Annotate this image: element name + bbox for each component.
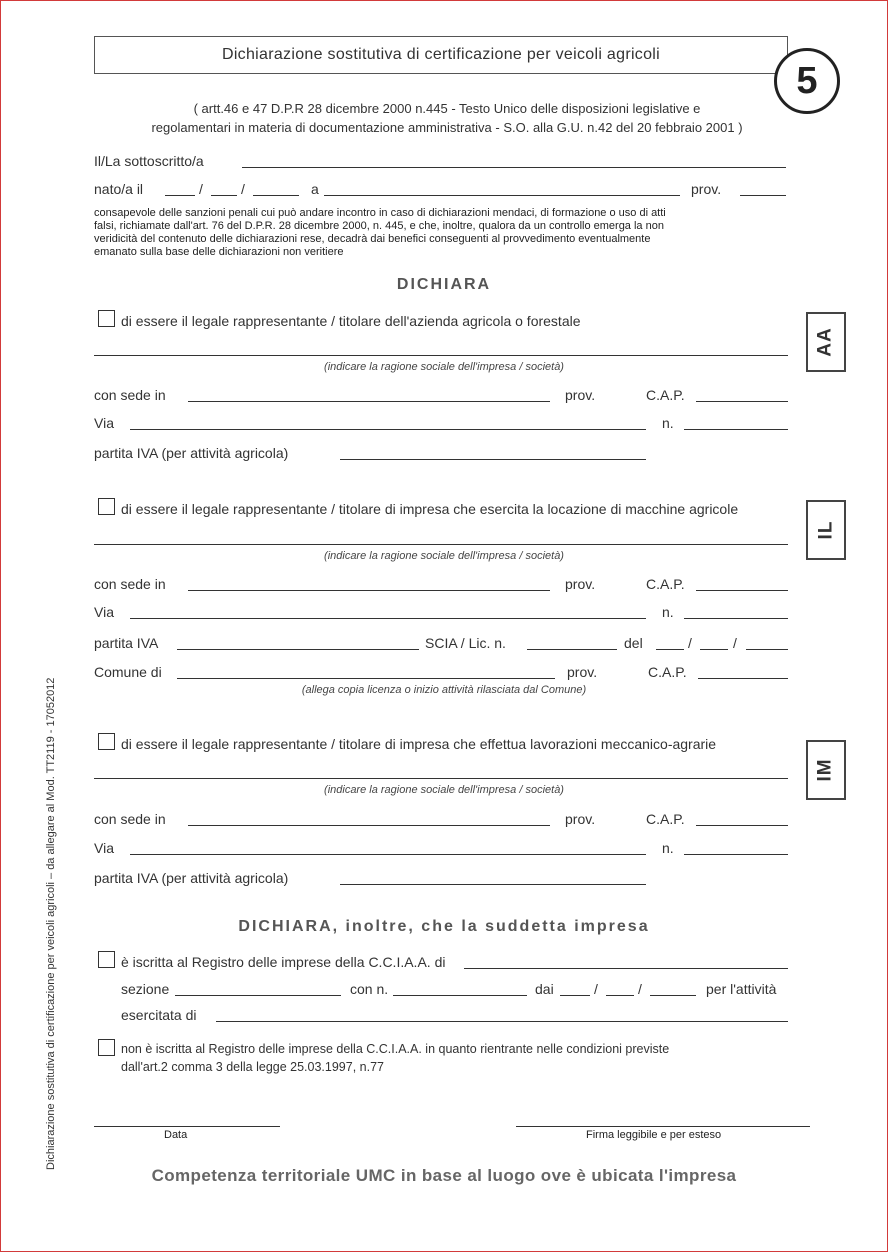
birth-date-label: nato/a il <box>94 181 144 197</box>
side-form-code: Dichiarazione sostitutiva di certificazione per veicoli agricoli – da allegare al Mod. TT2119 - 17052012 <box>45 677 57 1170</box>
il-number-field[interactable] <box>684 618 788 619</box>
il-seat-field[interactable] <box>188 590 550 591</box>
aa-company-name-note: (indicare la ragione sociale dell'impresa / società) <box>324 361 564 373</box>
aa-vat-label: partita IVA (per attività agricola) <box>94 445 289 461</box>
registered-label: è iscritta al Registro delle imprese della C.C.I.A.A. di <box>121 954 446 970</box>
legal-reference-line2: regolamentari in materia di documentazione amministrativa - S.O. alla G.U. n.42 del 20 febbraio 2001 ) <box>151 120 743 135</box>
not-registered-line1: non è iscritta al Registro delle imprese della C.C.I.A.A. in quanto rientrante nelle condizioni previste <box>121 1042 670 1056</box>
date-field[interactable] <box>94 1126 280 1127</box>
il-scia-month-field[interactable] <box>700 649 728 650</box>
il-scia-day-field[interactable] <box>656 649 684 650</box>
im-cap-field[interactable] <box>696 825 788 826</box>
aa-prov-label: prov. <box>565 387 596 403</box>
registry-number-field[interactable] <box>393 995 527 996</box>
date-label: Data <box>164 1129 188 1141</box>
consent-text-line2: falsi, richiamate dall'art. 76 del D.P.R. 28 dicembre 2000, n. 445, e che, inoltre, qualora da un controllo emerga la non <box>94 220 664 232</box>
footer-note: Competenza territoriale UMC in base al luogo ove è ubicata l'impresa <box>151 1166 737 1185</box>
im-number-field[interactable] <box>684 854 788 855</box>
signature-label: Firma leggibile e per esteso <box>586 1129 722 1141</box>
birth-year-field[interactable] <box>253 195 299 196</box>
il-seat-label: con sede in <box>94 576 166 592</box>
registry-year-field[interactable] <box>650 995 696 996</box>
il-street-label: Via <box>94 604 114 620</box>
il-scia-year-field[interactable] <box>746 649 788 650</box>
il-scia-number-field[interactable] <box>527 649 617 650</box>
registry-number-label: con n. <box>350 981 389 997</box>
il-cap-label: C.A.P. <box>646 576 685 592</box>
consent-text-line1: consapevole delle sanzioni penali cui può andare incontro in caso di dichiarazioni mendaci, di formazione o uso di atti <box>94 207 666 219</box>
declares-heading: DICHIARA <box>396 276 492 293</box>
option-aa-label: di essere il legale rappresentante / titolare dell'azienda agricola o forestale <box>121 313 581 329</box>
im-cap-label: C.A.P. <box>646 811 685 827</box>
registry-month-field[interactable] <box>606 995 634 996</box>
il-vat-label: partita IVA <box>94 635 159 651</box>
signer-label: Il/La sottoscritto/a <box>94 153 204 169</box>
registered-checkbox[interactable] <box>98 951 115 968</box>
consent-text-line3: veridicità del contenuto delle dichiarazioni rese, decadrà dai benefici conseguenti al provvedimento eventualmente <box>94 233 651 245</box>
signer-name-field[interactable] <box>242 167 786 168</box>
im-seat-field[interactable] <box>188 825 550 826</box>
registry-day-field[interactable] <box>560 995 590 996</box>
im-company-name-field[interactable] <box>94 778 788 779</box>
registry-section-label: sezione <box>121 981 170 997</box>
aa-number-label: n. <box>662 415 674 431</box>
registry-carried-label: esercitata di <box>121 1007 197 1023</box>
birth-prov-field[interactable] <box>740 195 786 196</box>
il-cap-field[interactable] <box>696 590 788 591</box>
im-company-name-note: (indicare la ragione sociale dell'impresa / società) <box>324 784 564 796</box>
also-declares-heading: DICHIARA, inoltre, che la suddetta impresa <box>238 918 650 935</box>
il-license-note: (allega copia licenza o inizio attività rilasciata dal Comune) <box>301 684 587 696</box>
il-number-label: n. <box>662 604 674 620</box>
aa-number-field[interactable] <box>684 429 788 430</box>
tag-il: IL <box>814 520 836 540</box>
il-company-name-note: (indicare la ragione sociale dell'impresa / società) <box>324 550 564 562</box>
aa-cap-field[interactable] <box>696 401 788 402</box>
tag-im: IM <box>814 758 836 782</box>
il-scia-label: SCIA / Lic. n. <box>425 635 506 651</box>
im-number-label: n. <box>662 840 674 856</box>
aa-street-field[interactable] <box>130 429 646 430</box>
il-company-name-field[interactable] <box>94 544 788 545</box>
registry-date-label: dai <box>535 981 554 997</box>
aa-cap-label: C.A.P. <box>646 387 685 403</box>
il-vat-field[interactable] <box>177 649 419 650</box>
il-municipality-field[interactable] <box>177 678 555 679</box>
option-im-checkbox[interactable] <box>98 733 115 750</box>
birth-place-label: a <box>311 181 319 197</box>
aa-seat-label: con sede in <box>94 387 166 403</box>
option-im-label: di essere il legale rappresentante / titolare di impresa che effettua lavorazioni meccanico-agrarie <box>121 736 717 752</box>
im-street-field[interactable] <box>130 854 646 855</box>
il-scia-date-label: del <box>624 635 643 651</box>
aa-company-name-field[interactable] <box>94 355 788 356</box>
birth-place-field[interactable] <box>324 195 680 196</box>
il-cap2-field[interactable] <box>698 678 788 679</box>
registry-activity-label: per l'attività <box>706 981 777 997</box>
birth-day-field[interactable] <box>165 195 195 196</box>
registry-chamber-field[interactable] <box>464 968 788 969</box>
consent-text-line4: emanato sulla base delle dichiarazioni non veritiere <box>94 246 344 258</box>
im-prov-label: prov. <box>565 811 596 827</box>
legal-reference-line1: ( artt.46 e 47 D.P.R 28 dicembre 2000 n.445 - Testo Unico delle disposizioni legislative e <box>193 101 701 116</box>
il-prov2-label: prov. <box>567 664 598 680</box>
aa-seat-field[interactable] <box>188 401 550 402</box>
il-cap2-label: C.A.P. <box>648 664 687 680</box>
form-title: Dichiarazione sostitutiva di certificazione per veicoli agricoli <box>221 46 661 63</box>
tag-aa: AA <box>814 327 836 357</box>
registry-activity-field[interactable] <box>216 1021 788 1022</box>
il-prov-label: prov. <box>565 576 596 592</box>
birth-month-field[interactable] <box>211 195 237 196</box>
not-registered-line2: dall'art.2 comma 3 della legge 25.03.1997, n.77 <box>121 1060 384 1074</box>
registry-section-field[interactable] <box>175 995 341 996</box>
option-aa-checkbox[interactable] <box>98 310 115 327</box>
aa-vat-field[interactable] <box>340 459 646 460</box>
il-municipality-label: Comune di <box>94 664 162 680</box>
im-vat-field[interactable] <box>340 884 646 885</box>
signature-field[interactable] <box>516 1126 810 1127</box>
im-seat-label: con sede in <box>94 811 166 827</box>
option-il-checkbox[interactable] <box>98 498 115 515</box>
im-street-label: Via <box>94 840 114 856</box>
form-number: 5 <box>796 59 818 102</box>
aa-street-label: Via <box>94 415 114 431</box>
im-vat-label: partita IVA (per attività agricola) <box>94 870 289 886</box>
birth-prov-label: prov. <box>691 181 722 197</box>
not-registered-checkbox[interactable] <box>98 1039 115 1056</box>
form-title-box <box>94 36 788 74</box>
il-street-field[interactable] <box>130 618 646 619</box>
option-il-label: di essere il legale rappresentante / titolare di impresa che esercita la locazione di macchine agricole <box>121 501 739 517</box>
